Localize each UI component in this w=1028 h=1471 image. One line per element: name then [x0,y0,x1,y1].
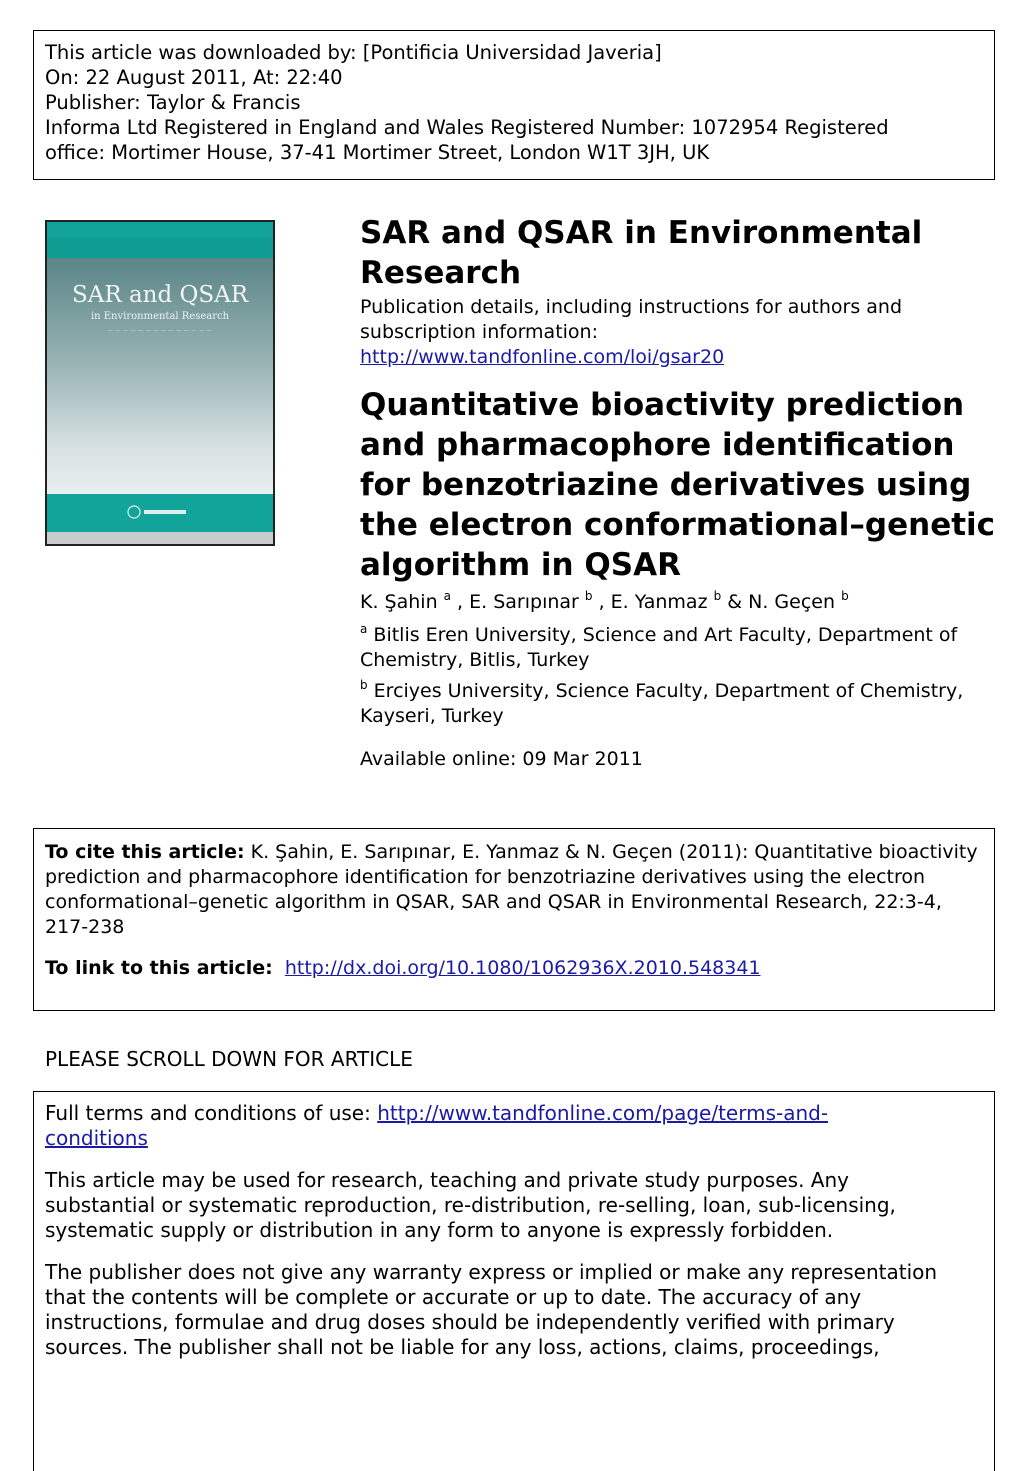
terms-text: that the contents will be complete or accurate or up to date. The accuracy of any [45,1285,862,1309]
publisher-logo-icon [124,502,204,522]
cover-editor-line: — — — — — — — — — — — — — — [107,328,213,334]
terms-text: This article may be used for research, teaching and private study purposes. Any [45,1168,849,1192]
terms-text: substantial or systematic reproduction, re-distribution, re-selling, loan, sub-licensing, [45,1193,896,1217]
author-list [360,590,849,615]
journal-title-line: SAR and QSAR in Environmental [360,215,923,251]
doi-link[interactable]: http://dx.doi.org/10.1080/1062936X.2010.548341 [284,957,761,979]
citation-box [33,828,995,1011]
cover-meta-band [47,238,273,258]
scroll-notice: PLEASE SCROLL DOWN FOR ARTICLE [45,1047,413,1071]
cite-text: 217-238 [45,916,125,938]
publication-details [360,295,902,370]
publication-details-line: Publication details, including instructions for authors and [360,296,903,318]
publication-details-line: subscription information: [360,321,598,343]
cover-top-band [47,222,273,238]
terms-text: sources. The publisher shall not be liable for any loss, actions, claims, proceedings, [45,1335,880,1359]
terms-link-continued[interactable]: conditions [45,1126,148,1150]
affiliation-line: Kayseri, Turkey [360,705,504,727]
article-title-line: algorithm in QSAR [360,547,681,583]
affiliation-a [360,623,957,673]
journal-url-link[interactable]: http://www.tandfonline.com/loi/gsar20 [360,346,725,368]
cite-text: K. Şahin, E. Sarıpınar, E. Yanmaz & N. Geçen (2011): Quantitative bioactivity [250,841,978,863]
author-separator: , [592,591,611,613]
article-title [360,385,995,585]
cover-subtitle: in Environmental Research [90,311,230,322]
download-notice-line: office: Mortimer House, 37-41 Mortimer Street, London W1T 3JH, UK [45,141,710,164]
article-title-line: Quantitative bioactivity prediction [360,387,965,423]
cite-text: conformational–genetic algorithm in QSAR, SAR and QSAR in Environmental Research, 22:3-4, [45,891,942,913]
author-name: E. Yanmaz [610,591,708,613]
affiliation-line: Chemistry, Bitlis, Turkey [360,649,590,671]
journal-title [360,213,922,293]
download-notice-line: This article was downloaded by: [Pontificia Universidad Javeria] [45,41,662,64]
link-label: To link to this article: [45,957,273,979]
author-separator: & [721,591,749,613]
affiliation-line: Erciyes University, Science Faculty, Department of Chemistry, [373,680,964,702]
download-notice-line: On: 22 August 2011, At: 22:40 [45,66,343,89]
journal-title-line: Research [360,255,522,291]
affiliation-b [360,679,963,729]
article-title-line: for benzotriazine derivatives using [360,467,972,503]
terms-text: instructions, formulae and drug doses should be independently verified with primary [45,1310,895,1334]
author-separator: , [451,591,470,613]
affiliation-mark: b [713,589,722,603]
cite-text: prediction and pharmacophore identification for benzotriazine derivatives using the electron [45,866,926,888]
download-notice-box [33,30,995,180]
terms-text: systematic supply or distribution in any form to anyone is expressly forbidden. [45,1218,834,1242]
available-online-date: Available online: 09 Mar 2011 [360,748,643,770]
article-title-line: the electron conformational–genetic [360,507,996,543]
journal-cover-image [45,220,275,546]
terms-intro: Full terms and conditions of use: [45,1101,371,1125]
author-name: E. Sarıpınar [469,591,579,613]
author-name: N. Geçen [748,591,836,613]
article-title-line: and pharmacophore identification [360,427,955,463]
cover-title: SAR and QSAR [71,282,249,308]
author-name: K. Şahin [360,591,438,613]
affiliation-mark: a [443,589,452,603]
terms-link[interactable]: http://www.tandfonline.com/page/terms-and- [377,1101,829,1125]
terms-text: The publisher does not give any warranty express or implied or make any representation [45,1260,938,1284]
affiliation-mark: b [584,589,593,603]
affiliation-mark: a [360,622,368,636]
terms-box [33,1091,995,1471]
download-notice-line: Publisher: Taylor & Francis [45,91,301,114]
affiliation-mark: b [360,678,368,692]
affiliation-mark: b [841,589,849,603]
cite-label: To cite this article: [45,841,245,863]
affiliation-line: Bitlis Eren University, Science and Art Faculty, Department of [373,624,958,646]
download-notice-line: Informa Ltd Registered in England and Wales Registered Number: 1072954 Registered [45,116,889,139]
cover-foot [47,532,273,544]
